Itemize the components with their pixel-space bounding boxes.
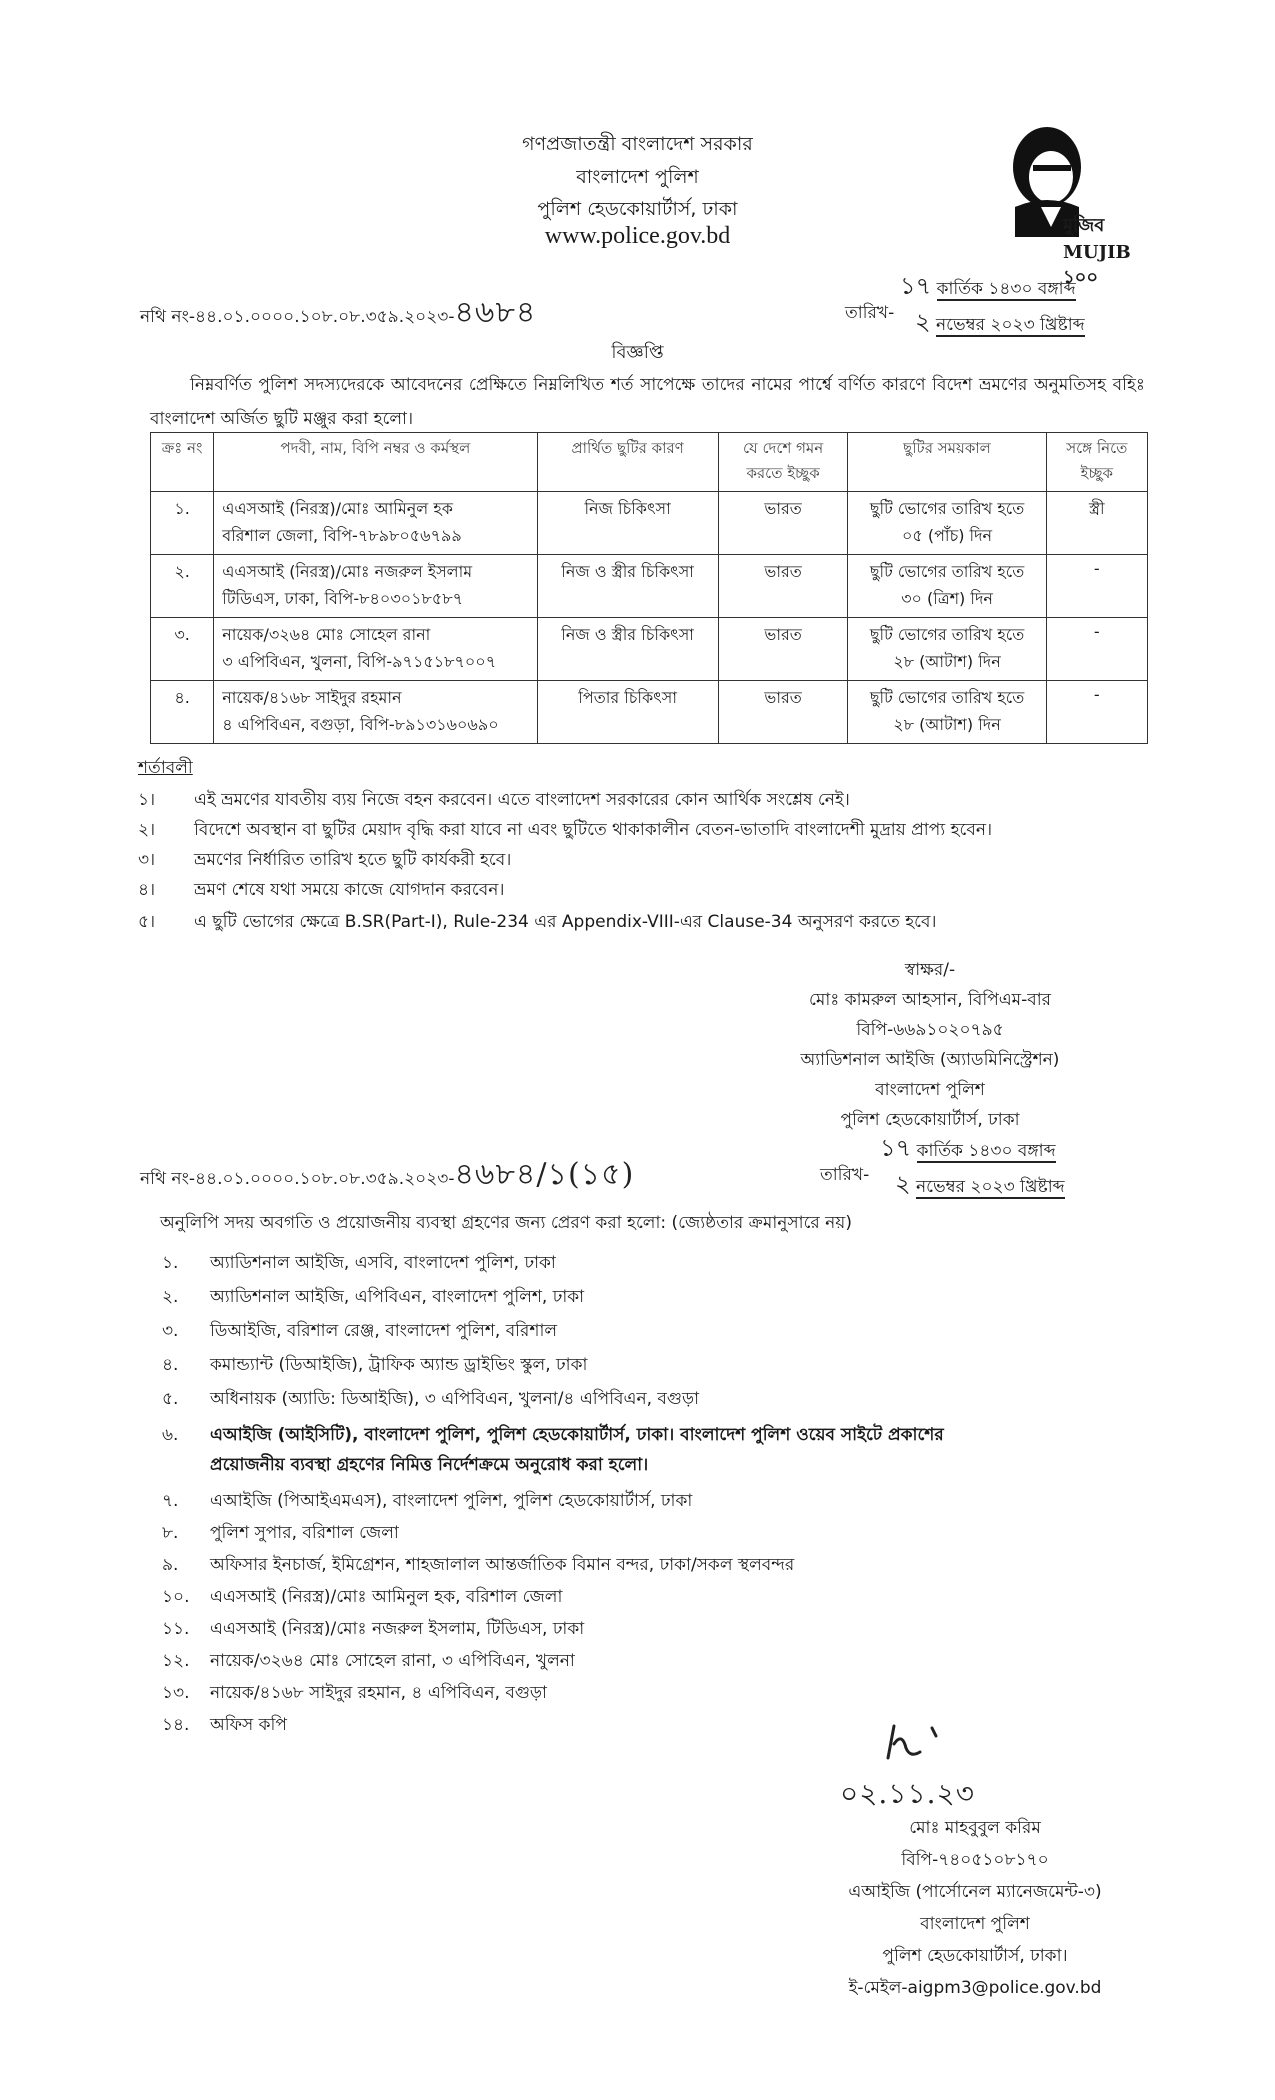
cell-companion: -: [1046, 618, 1147, 681]
copy-memo-date-label: তারিখ-: [820, 1165, 870, 1185]
distribution-number: ১.: [162, 1253, 179, 1273]
distribution-text: অ্যাডিশনাল আইজি, এসবি, বাংলাদেশ পুলিশ, ঢাকা: [210, 1253, 556, 1273]
distribution-item: [162, 1420, 1102, 1480]
cell-period: [848, 618, 1046, 681]
distribution-item: [162, 1712, 287, 1740]
mujib-100-seal: [995, 115, 1140, 288]
cell-name-line1: এএসআই (নিরস্ত্র)/মোঃ আমিনুল হক: [222, 499, 453, 518]
copy-memo-number: [140, 1150, 634, 1201]
table-row: [151, 555, 1148, 618]
col-header-companion: সঙ্গে নিতে ইচ্ছুক: [1046, 433, 1147, 492]
cell-period-line1: ছুটি ভোগের তারিখ হতে: [869, 688, 1025, 707]
col-header-name: পদবী, নাম, বিপি নম্বর ও কর্মস্থল: [214, 433, 537, 492]
condition-text: এ ছুটি ভোগের ক্ষেত্রে B.SR(Part-I), Rule-234 এর Appendix-VIII-এর Clause-34 অনুসরণ করতে হবে।: [194, 912, 937, 932]
copy-memo-number-label: নথি নং-৪৪.০১.০০০০.১০৮.০৮.৩৫৯.২০২৩-: [140, 1169, 455, 1189]
distribution-intro: অনুলিপি সদয় অবগতি ও প্রয়োজনীয় ব্যবস্থা গ্রহণের জন্য প্রেরণ করা হলো: (জ্যেষ্ঠতার ক্রমানুসারে নয়): [160, 1213, 852, 1233]
copy-memo-date-bangla: [880, 1130, 1056, 1170]
signature-email[interactable]: ই-মেইল-aigpm3@police.gov.bd: [848, 1978, 1102, 1998]
cell-name-line2: ৩ এপিবিএন, খুলনা, বিপি-৯৭১৫১৮৭০০৭: [222, 652, 497, 671]
condition-text: বিদেশে অবস্থান বা ছুটির মেয়াদ বৃদ্ধি করা যাবে না এবং ছুটিতে থাকাকালীন বেতন-ভাতাদি বাংলাদেশী মুদ্রায় প্রাপ্য হবেন।: [194, 820, 993, 840]
distribution-text-continued: প্রয়োজনীয় ব্যবস্থা গ্রহণের নিমিত্ত নির্দেশক্রমে অনুরোধ করা হলো।: [210, 1455, 649, 1475]
header-office: পুলিশ হেডকোয়ার্টার্স, ঢাকা: [537, 198, 738, 220]
distribution-number: ৩.: [162, 1321, 179, 1341]
header-govt: গণপ্রজাতন্ত্রী বাংলাদেশ সরকার: [522, 133, 753, 155]
cell-name-line2: ৪ এপিবিএন, বগুড়া, বিপি-৮৯১৩১৬০৬৯০: [222, 715, 499, 734]
cell-country: ভারত: [718, 492, 848, 555]
copy-date-english-text: নভেম্বর ২০২৩ খ্রিষ্টাব্দ: [916, 1177, 1065, 1197]
distribution-item: [162, 1520, 399, 1548]
cell-period: [848, 681, 1046, 744]
cell-companion: -: [1046, 555, 1147, 618]
distribution-item: [162, 1250, 556, 1278]
distribution-item: [162, 1648, 575, 1676]
copy-date-bangla-text: কার্তিক ১৪৩০ বঙ্গাব্দ: [916, 1141, 1056, 1161]
col-header-reason: প্রার্থিত ছুটির কারণ: [537, 433, 718, 492]
signature-line: মোঃ কামরুল আহসান, বিপিএম-বার: [809, 990, 1051, 1010]
distribution-text: এআইজি (পিআইএমএস), বাংলাদেশ পুলিশ, পুলিশ হেডকোয়ার্টার্স, ঢাকা: [210, 1491, 693, 1511]
distribution-number: ১৪.: [162, 1715, 190, 1735]
conditions-title: শর্তাবলী: [138, 758, 193, 778]
table-row: [151, 492, 1148, 555]
cell-period-line1: ছুটি ভোগের তারিখ হতে: [869, 625, 1025, 644]
condition-number: ১।: [138, 790, 156, 810]
copy-date-bangla-handwritten: ১৭: [880, 1134, 912, 1162]
distribution-item: [162, 1680, 547, 1708]
condition-number: ৩।: [138, 850, 156, 870]
distribution-number: ১৩.: [162, 1683, 190, 1703]
notice-intro: নিম্নবর্ণিত পুলিশ সদস্যদেরকে আবেদনের প্রেক্ষিতে নিম্নলিখিত শর্ত সাপেক্ষে তাদের নামের পার্শ্বে বর্ণিত কারণে বিদেশ ভ্রমণের অনুমতিসহ বহিঃ বাংলাদেশ অর্জিত ছুটি মঞ্জুর করা হলো।: [150, 375, 1145, 429]
table-header-row: [151, 433, 1148, 492]
distribution-number: ৯.: [162, 1555, 179, 1575]
distribution-number: ২.: [162, 1287, 179, 1307]
distribution-item: [162, 1552, 794, 1580]
header-website: www.police.gov.bd: [544, 223, 731, 249]
cell-name-line1: নায়েক/৪১৬৮ সাইদুর রহমান: [222, 688, 402, 707]
handwritten-signature-icon: [880, 1718, 960, 1768]
distribution-number: ৫.: [162, 1389, 179, 1409]
copy-memo-date-english: [895, 1166, 1065, 1206]
distribution-text: অফিস কপি: [210, 1715, 287, 1735]
cell-reason: পিতার চিকিৎসা: [537, 681, 718, 744]
distribution-text: অফিসার ইনচার্জ, ইমিগ্রেশন, শাহজালাল আন্তর্জাতিক বিমান বন্দর, ঢাকা/সকল স্থলবন্দর: [210, 1555, 795, 1575]
signature-line: অ্যাডিশনাল আইজি (অ্যাডমিনিস্ট্রেশন): [800, 1050, 1060, 1070]
header-dept: বাংলাদেশ পুলিশ: [576, 166, 699, 188]
cell-serial: ৪.: [151, 681, 214, 744]
leave-table: [150, 432, 1148, 744]
distribution-number: ৭.: [162, 1491, 179, 1511]
col-header-period: ছুটির সময়কাল: [848, 433, 1046, 492]
condition-number: ৫।: [138, 912, 156, 932]
col-header-serial: ক্রঃ নং: [151, 433, 214, 492]
distribution-text: নায়েক/৩২৬৪ মোঃ সোহেল রানা, ৩ এপিবিএন, খুলনা: [210, 1651, 575, 1671]
cell-name: [214, 681, 537, 744]
distribution-text: এআইজি (আইসিটি), বাংলাদেশ পুলিশ, পুলিশ হেডকোয়ার্টার্স, ঢাকা। বাংলাদেশ পুলিশ ওয়েব সাইটে প্রকাশের: [210, 1425, 944, 1445]
copy-date-english-handwritten: ২: [895, 1170, 911, 1198]
col-header-country: যে দেশে গমন করতে ইচ্ছুক: [718, 433, 848, 492]
distribution-text: পুলিশ সুপার, বরিশাল জেলা: [210, 1523, 399, 1543]
distribution-item: [162, 1488, 692, 1516]
distribution-item: [162, 1386, 699, 1414]
cell-name: [214, 555, 537, 618]
cell-name: [214, 492, 537, 555]
condition-text: ভ্রমণ শেষে যথা সময়ে কাজে যোগদান করবেন।: [194, 880, 505, 900]
signature-line: বাংলাদেশ পুলিশ: [920, 1914, 1030, 1934]
date-english-text: নভেম্বর ২০২৩ খ্রিষ্টাব্দ: [936, 315, 1085, 335]
signature-line: বাংলাদেশ পুলিশ: [875, 1080, 985, 1100]
distribution-number: ৮.: [162, 1523, 179, 1543]
memo-date-label: তারিখ-: [845, 303, 895, 323]
distribution-number: ১২.: [162, 1651, 190, 1671]
signature-line: পুলিশ হেডকোয়ার্টার্স, ঢাকা।: [882, 1946, 1068, 1966]
condition-number: ৪।: [138, 880, 156, 900]
cell-country: ভারত: [718, 555, 848, 618]
distribution-item: [162, 1318, 557, 1346]
cell-companion: -: [1046, 681, 1147, 744]
distribution-text: ডিআইজি, বরিশাল রেঞ্জ, বাংলাদেশ পুলিশ, বরিশাল: [210, 1321, 558, 1341]
signature-line: স্বাক্ষর/-: [904, 960, 956, 980]
memo-number-handwritten: ৪৬৮৪: [454, 295, 537, 330]
date-bangla-handwritten: ১৭: [900, 272, 932, 300]
copy-memo-number-handwritten: ৪৬৮৪/১(১৫): [454, 1157, 635, 1192]
distribution-number: ৪.: [162, 1355, 179, 1375]
table-row: [151, 618, 1148, 681]
distribution-number: ১০.: [162, 1587, 190, 1607]
cell-period: [848, 492, 1046, 555]
signature-date-handwritten: ০২.১১.২৩: [840, 1777, 975, 1810]
cell-name: [214, 618, 537, 681]
signature-line: বিপি-৭৪০৫১০৮১৭০: [901, 1850, 1049, 1870]
memo-number-label: নথি নং-৪৪.০১.০০০০.১০৮.০৮.৩৫৯.২০২৩-: [140, 307, 455, 327]
cell-name-line2: বরিশাল জেলা, বিপি-৭৮৯৮০৫৬৭৯৯: [222, 526, 462, 545]
date-bangla-text: কার্তিক ১৪৩০ বঙ্গাব্দ: [936, 279, 1076, 299]
signature-block-1: [700, 955, 1160, 1135]
condition-item: [138, 847, 511, 875]
condition-item: [138, 817, 992, 845]
condition-text: এই ভ্রমণের যাবতীয় ব্যয় নিজে বহন করবেন। এতে বাংলাদেশ সরকারের কোন আর্থিক সংশ্লেষ নেই।: [194, 790, 850, 810]
signature-line: পুলিশ হেডকোয়ার্টার্স, ঢাকা: [840, 1110, 1020, 1130]
condition-text: ভ্রমণের নির্ধারিত তারিখ হতে ছুটি কার্যকরী হবে।: [194, 850, 512, 870]
condition-item: [138, 877, 504, 905]
distribution-item: [162, 1284, 584, 1312]
signature-line: মোঃ মাহবুবুল করিম: [909, 1818, 1041, 1838]
date-english-handwritten: ২: [915, 308, 931, 336]
distribution-item: [162, 1584, 562, 1612]
cell-country: ভারত: [718, 618, 848, 681]
signature-line: এআইজি (পার্সোনেল ম্যানেজমেন্ট-৩): [848, 1882, 1102, 1902]
seal-text: মুজিব MUJIB ১০০: [1063, 215, 1131, 288]
notice-title: বিজ্ঞপ্তি: [611, 342, 664, 363]
cell-period-line2: ২৮ (আটাশ) দিন: [893, 715, 1001, 734]
distribution-text: অধিনায়ক (অ্যাডি: ডিআইজি), ৩ এপিবিএন, খুলনা/৪ এপিবিএন, বগুড়া: [210, 1389, 700, 1409]
cell-serial: ৩.: [151, 618, 214, 681]
cell-name-line1: এএসআই (নিরস্ত্র)/মোঃ নজরুল ইসলাম: [222, 562, 473, 581]
cell-reason: নিজ চিকিৎসা: [537, 492, 718, 555]
cell-name-line1: নায়েক/৩২৬৪ মোঃ সোহেল রানা: [222, 625, 431, 644]
cell-period-line2: ৩০ (ত্রিশ) দিন: [901, 589, 993, 608]
cell-country: ভারত: [718, 681, 848, 744]
signature-line: বিপি-৬৬৯১০২০৭৯৫: [856, 1020, 1004, 1040]
condition-item: [138, 787, 850, 815]
cell-reason: নিজ ও স্ত্রীর চিকিৎসা: [537, 618, 718, 681]
cell-period-line2: ২৮ (আটাশ) দিন: [893, 652, 1001, 671]
distribution-text: অ্যাডিশনাল আইজি, এপিবিএন, বাংলাদেশ পুলিশ, ঢাকা: [210, 1287, 585, 1307]
cell-serial: ২.: [151, 555, 214, 618]
cell-period-line1: ছুটি ভোগের তারিখ হতে: [869, 499, 1025, 518]
distribution-item: [162, 1352, 587, 1380]
memo-date-bangla: [900, 268, 1076, 308]
cell-period-line1: ছুটি ভোগের তারিখ হতে: [869, 562, 1025, 581]
distribution-item: [162, 1616, 584, 1644]
distribution-text: এএসআই (নিরস্ত্র)/মোঃ আমিনুল হক, বরিশাল জেলা: [210, 1587, 563, 1607]
cell-reason: নিজ ও স্ত্রীর চিকিৎসা: [537, 555, 718, 618]
distribution-text: কমান্ড্যান্ট (ডিআইজি), ট্রাফিক অ্যান্ড ড্রাইভিং স্কুল, ঢাকা: [210, 1355, 588, 1375]
condition-item: [138, 909, 937, 937]
cell-period-line2: ০৫ (পাঁচ) দিন: [901, 526, 993, 545]
signature-block-2: [760, 1812, 1190, 2004]
distribution-text: নায়েক/৪১৬৮ সাইদুর রহমান, ৪ এপিবিএন, বগুড়া: [210, 1683, 547, 1703]
distribution-text: এএসআই (নিরস্ত্র)/মোঃ নজরুল ইসলাম, টিডিএস, ঢাকা: [210, 1619, 585, 1639]
memo-number: [140, 288, 536, 339]
condition-number: ২।: [138, 820, 156, 840]
cell-period: [848, 555, 1046, 618]
cell-name-line2: টিডিএস, ঢাকা, বিপি-৮৪০৩০১৮৫৮৭: [222, 589, 464, 608]
distribution-number: ৬.: [162, 1425, 179, 1445]
table-row: [151, 681, 1148, 744]
cell-companion: স্ত্রী: [1046, 492, 1147, 555]
cell-serial: ১.: [151, 492, 214, 555]
distribution-number: ১১.: [162, 1619, 190, 1639]
